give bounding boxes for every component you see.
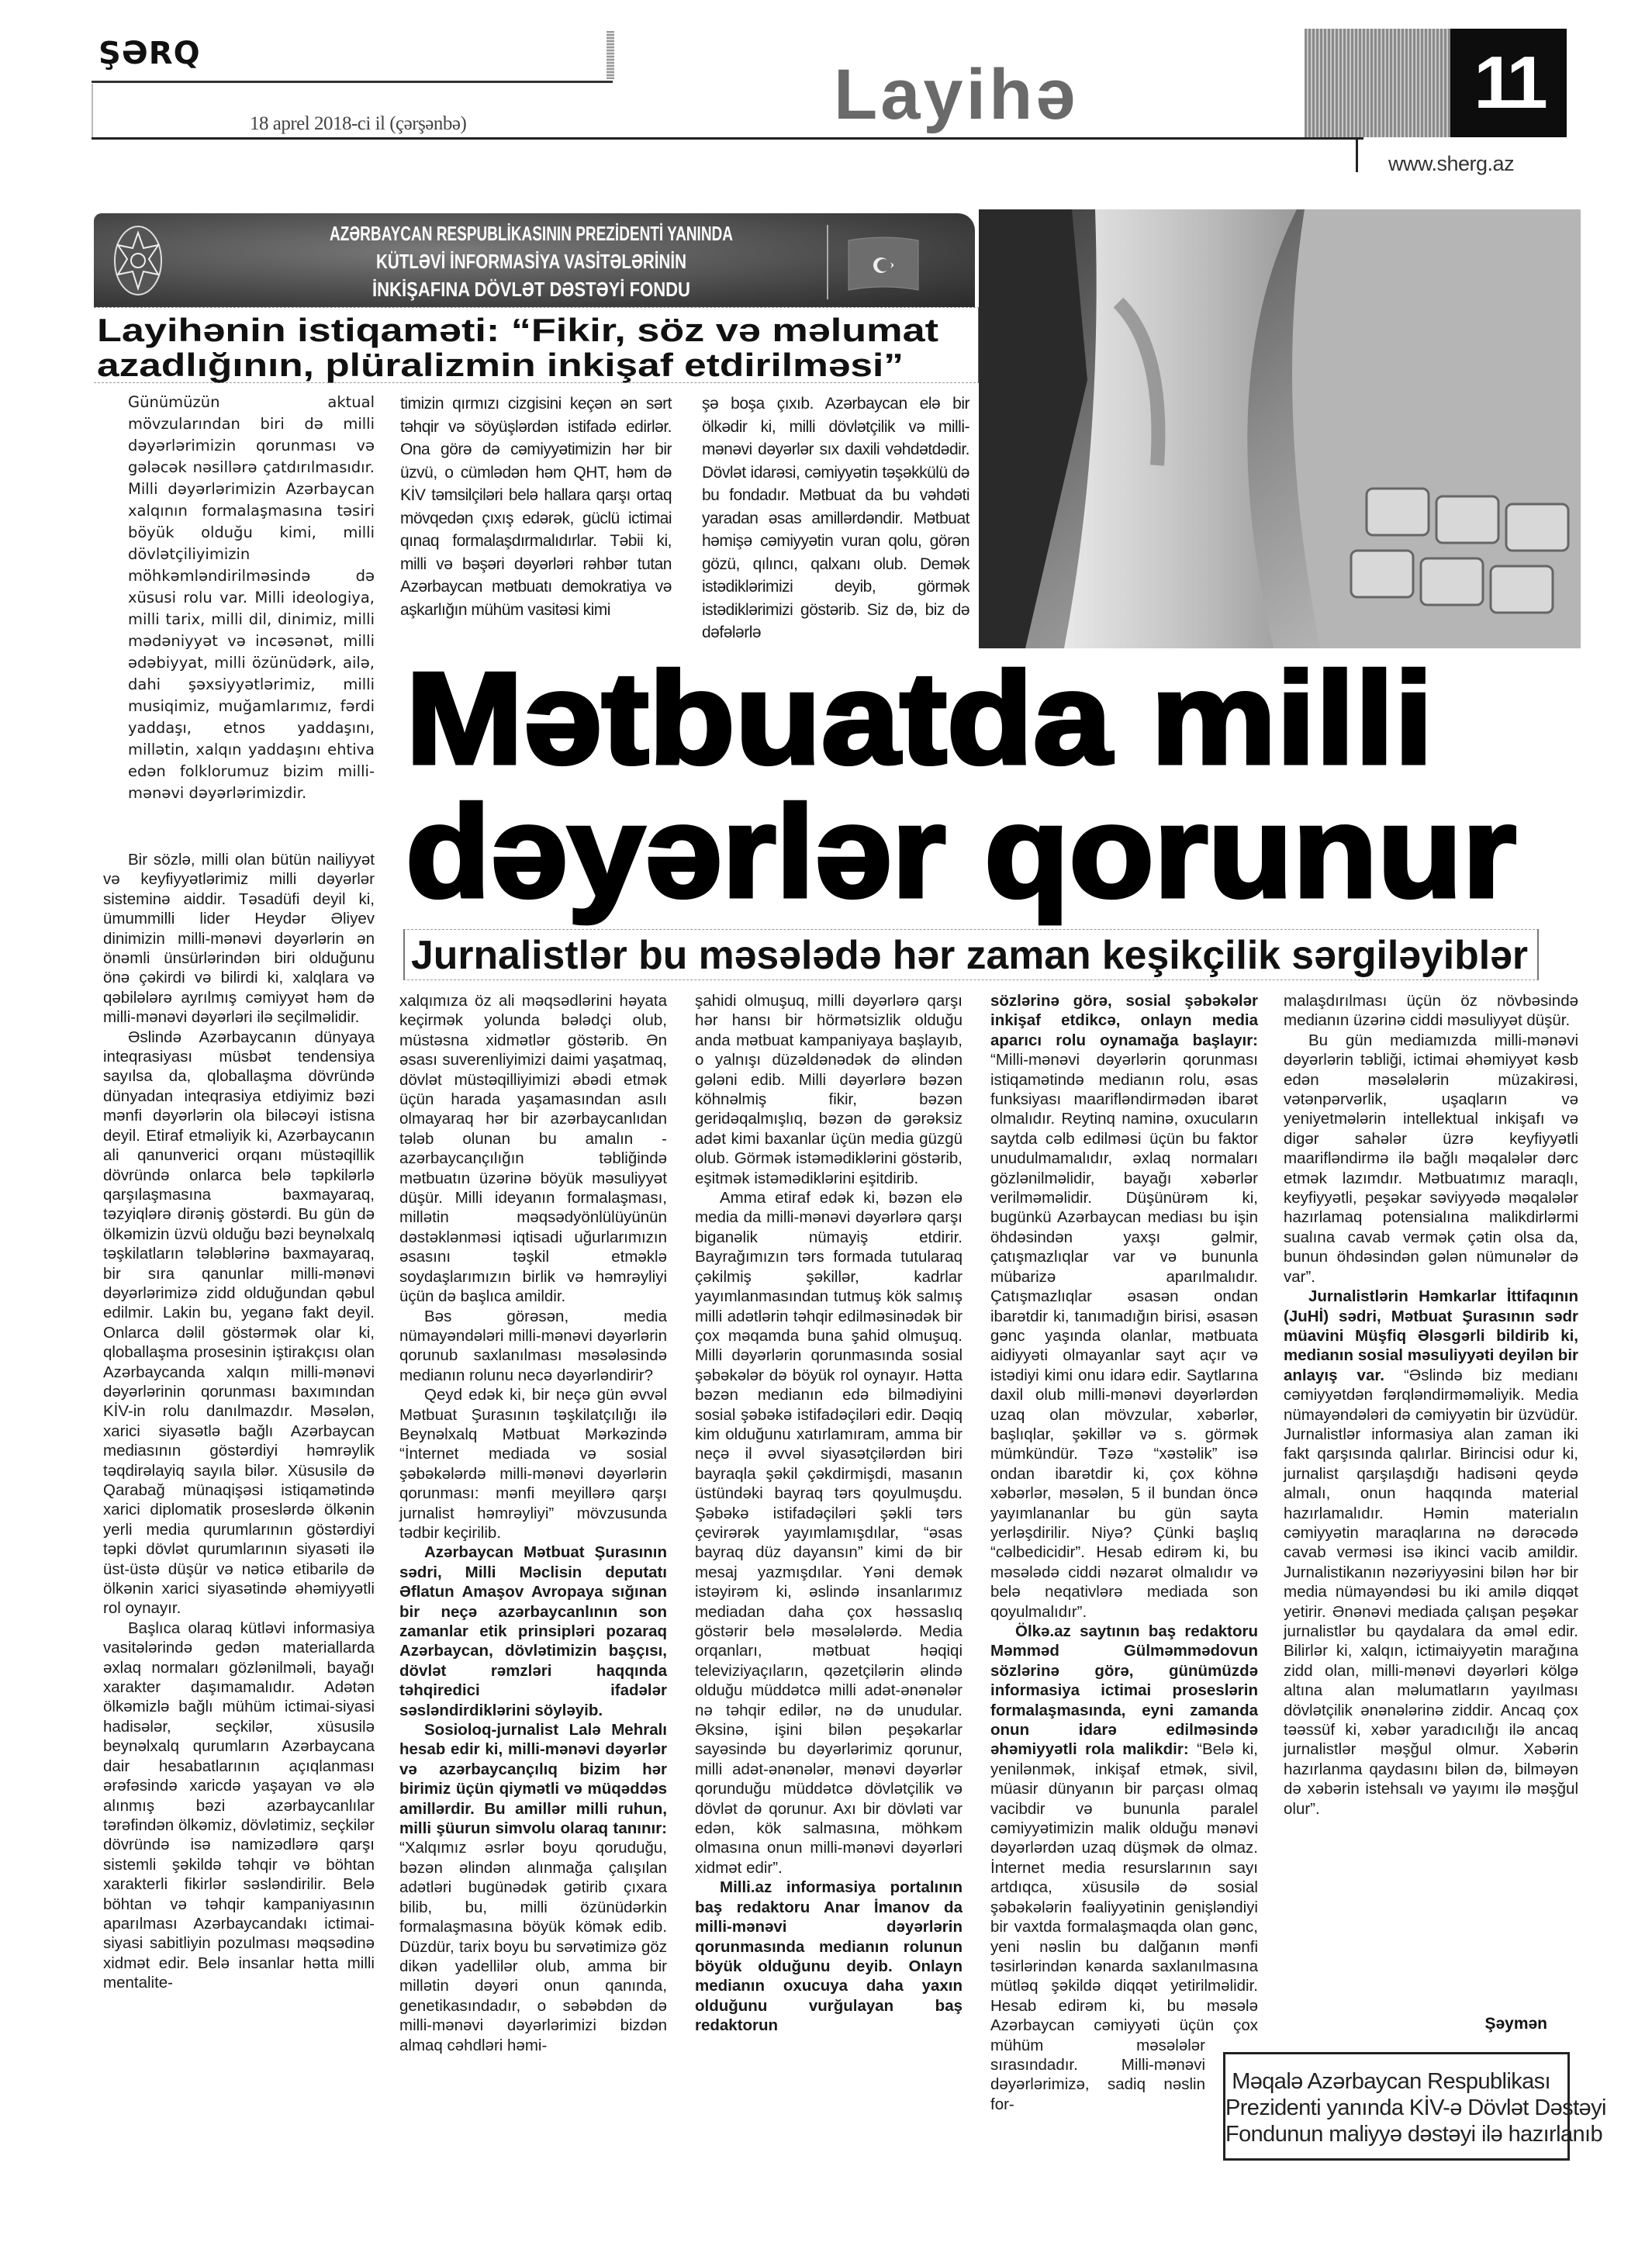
funding-note-box bbox=[1223, 2052, 1606, 2161]
article-paragraph: Əslində Azərbaycanın dünyaya inteqrasiyası müsbət tendensiya sayılsa da, qloballaşma dövründə dünyadan inteqrasiya etdiyimiz bəzi mənfi dəyərlərin ola biləcəyi istisna deyil. Etiraf etməliyik ki, Azərbaycanın ali qanunverici orqanı müstəqillik dövründə onlarca belə təpkilərlə qarşılaşmasına baxmayaraq, təzyiqlərə dirəniş göstərdi. Bu gün də ölkəmizin üzvü olduğu bəzi beynəlxalq təşkilatların tələblərinə baxmayaraq, bir sıra qanunlar milli-mənəvi dəyərlərimizə zidd olduğundan qəbul edilmir. Lakin bu, yeganə fakt deyil. Onlarca dəlil göstərmək olar ki, qloballaşma prosesinin iştirakçısı olan Azərbaycanda xalqın milli-mənəvi dəyərlərinin qorunması baxımından KİV-in rolu danılmazdır. Məsələn, xarici siyasətlə bağlı Azərbaycan mediasının göstərdiyi həmrəylik təqdirəlayiq sayıla bilər. Xüsusilə də Qarabağ münaqişəsi istiqamətində xarici diplomatik proseslərdə ölkənin yerli media qurumlarının göstərdiyi təpki dövlət qurumlarının siyasəti ilə üst-üstə düşür və nəticə etibarilə də ölkənin xarici siyasətində əhəmiyyətli rol oynayır. bbox=[103, 1028, 375, 1618]
newspaper-keyboard-photo bbox=[979, 209, 1581, 648]
article-paragraph: Bir sözlə, milli olan bütün nailiyyət və keyfiyyətlərimiz milli dəyərlər sisteminə aiddir. Təsadüfi deyil ki, ümummilli lider Heydər Əliyev dinimizin milli-mənəvi dəyərlərin ən önəmli ünsürlərindən biri olduğunu önə çəkirdi və bilirdi ki, xalqlara və qəbilələrə ayrılmış cəmiyyət həm də milli-mənəvi dəyərləri ilə seçilməlidir. bbox=[103, 851, 375, 1027]
article-paragraph-bold bbox=[399, 1543, 667, 1720]
bold-lead: Azərbaycan Mətbuat Şurasının sədri, Milli Məclisin deputatı Əflatun Amaşov Avropaya sığınan bir neçə azərbaycanlının son zamanlar etik prinsipləri pozaraq Azərbaycan, dövlətimizin başçısı, dövlət rəmzləri haqqında təhqiredici ifadələr səsləndirdiklərini söyləyib. bbox=[399, 1543, 667, 1719]
banner-line: KÜTLƏVİ İNFORMASİYA VASİTƏLƏRİNİN bbox=[376, 250, 686, 273]
quote-text: “Milli-mənəvi dəyərlərin qorunması istiqamətində medianın rolu, əsas funksiyası maarifləndirmədən ibarət olmalıdır. Reytinq naminə, oxucuların saytda cəlb edilməsi üçün bu faktor unudulmamalıdır, əxlaq normaları gözlənilməlidir, bayağı xəbərlər verilməməlidir. Düşünürəm ki, bugünkü Azərbaycan mediası bu işin öhdəsindən yaxşı gəlmir, çatışmazlıqlar var və bununla mübarizə aparılmalıdır. Çatışmazlıqlar əsasən ondan ibarətdir ki, tanımadığın birisi, əsasən gənc yaşında olanlar, mətbuata aidiyyəti olmayanlar sayt açır və istədiyi kimi onu idarə edir. Saytlarına daxil olub milli-mənəvi dəyərlərdən uzaq olan mövzular, xəbərlər, başlıqlar, şəkillər və s. görmək mümkündür. Təzə “xəstəlik” isə ondan ibarətdir ki, çox köhnə xəbərlər, məsələn, 5 il bundan öncə yayımlananlar bu gün sayta yerləşdirilir. Niyə? Çünki başlıq “cəlbedicidir”. Hesab edirəm ki, bu məsələdə ciddi nəzarət olmalıdır və belə neqativlərə mediada son qoyulmalıdır”. bbox=[990, 1051, 1258, 1621]
newspaper-logo: ŞƏRQ bbox=[98, 36, 201, 71]
subheadline-text: Jurnalistlər bu məsələdə hər zaman keşikçilik sərgiləyiblər bbox=[411, 933, 1528, 978]
header-divider-vertical bbox=[92, 84, 93, 138]
issue-date: 18 aprel 2018-ci il (çərşənbə) bbox=[250, 113, 467, 134]
section-title: Layihə bbox=[834, 55, 1079, 134]
funding-note-line: Fondunun maliyyə dəstəyi ilə hazırlanıb bbox=[1225, 2122, 1602, 2147]
header-decor-bar bbox=[607, 31, 614, 79]
article-column-4 bbox=[990, 991, 1258, 2164]
article-paragraph: Günümüzün aktual mövzularından biri də milli dəyərlərimizin qorunması və gələcək nəsillərə çatdırılmasıdır. Milli dəyərlərimizin Azərbaycan xalqının formalaşmasına təsiri böyük olduğu kimi, milli dövlətçiliyimizin möhkəmləndirilməsində də xüsusi rolu var. Milli ideologiya, milli tarix, milli dil, dinimiz, milli mədəniyyət və incəsənət, milli ədəbiyyat, milli özünüdərk, ailə, dahi şəxsiyyətlərimiz, milli musiqimiz, muğamlarımız, fərdi yaddaşı, etnos yaddaşını, millətin, xalqın yaddaşını ehtiva edən folklorumuz bizim milli-mənəvi dəyərlərimizdir. bbox=[128, 393, 375, 802]
website-link[interactable]: www.sherg.az bbox=[1388, 152, 1515, 175]
bold-lead: sözlərinə görə, sosial şəbəkələr inkişaf etdikcə, onlayn media aparıcı rolu oynamağa başlayır: bbox=[990, 992, 1258, 1049]
banner-divider bbox=[827, 225, 828, 299]
article-paragraph: şə boşa çıxıb. Azərbaycan elə bir ölkədir ki, milli dövlətçilik və milli-mənəvi dəyərlər sıx daxili vəhdətdədir. Dövlət idarəsi, cəmiyyətin təşəkkülü də bu fondadır. Mətbuat da bu vəhdəti yaradan əsas amillərdəndir. Mətbuat həmişə cəmiyyətin vuran qolu, görən gözü, qılıncı, qalxanı olub. Demək istədiklərimizi deyib, görmək istədiklərimizi göstərib. Siz də, biz də dəfələrlə bbox=[702, 395, 969, 641]
article-paragraph-bold bbox=[695, 1878, 963, 2035]
article-paragraph: malaşdırılması üçün öz növbəsində medianın üzərinə ciddi məsuliyyət düşür. bbox=[1284, 992, 1578, 1030]
article-paragraph bbox=[1284, 1287, 1578, 1819]
quote-text: “Əslində biz medianı cəmiyyətdən fərqləndirməməliyik. Media nümayəndələri də cəmiyyətin bir üzvüdür. Jurnalistlər informasiya alan zaman iki fakt qarşısında qalırlar. Birincisi odur ki, jurnalist qarşılaşdığı hadisəni qeydə almalı, onun haqqında material hazırlamalıdır. Həmin materialın cəmiyyətin maraqlarına nə dərəcədə cavab verməsi isə ikinci vacib amildir. Jurnalistikanın nəzəriyyəsini bilən hər bir media nümayəndəsi bu iki amilə diqqət yetirir. Ənənəvi mediada çalışan peşəkar jurnalistlər bu qaydalara da əməl edir. Bilirlər ki, xalqın, ictimaiyyətin marağına zidd olan, milli-mənəvi dəyərləri kölgə altına alan məlumatların yayılması dövlətçilik ənənələrinə ziddir. Ancaq çox təəssüf ki, xəbər yaradıcılığı ilə ancaq jurnalistlər məşğul olmur. Xəbərin hazırlanma qaydasını bilən də, bilməyən də xəbərin istehsalı və yayımı ilə məşğul olur”. bbox=[1284, 1366, 1578, 1818]
header-decor-hatch bbox=[1305, 29, 1450, 137]
funding-note-line: Prezidenti yanında KİV-ə Dövlət Dəstəyi bbox=[1225, 2095, 1606, 2120]
project-direction-line: Layihənin istiqaməti: “Fikir, söz və məlumat bbox=[97, 312, 939, 348]
funding-note-line: Məqalə Azərbaycan Respublikası bbox=[1232, 2069, 1550, 2094]
article-column-top-1 bbox=[128, 392, 375, 804]
flag-icon bbox=[845, 234, 921, 296]
article-column-top-3 bbox=[702, 392, 969, 644]
header-divider bbox=[92, 81, 613, 83]
bold-lead: Jurnalistlərin Həmkarlar İttifaqının (JuHİ) sədri, Mətbuat Şurasının sədr müavini Müşfiq Ələsgərli bildirib ki, medianın sosial məsuliyyəti deyilən bir anlayış var. bbox=[1284, 1287, 1578, 1384]
article-subheadline bbox=[403, 929, 1539, 980]
article-column-top-2 bbox=[400, 392, 672, 621]
article-column-2 bbox=[399, 991, 667, 2055]
author-signature: Şəymən bbox=[1484, 2015, 1547, 2033]
project-direction-box bbox=[94, 307, 980, 383]
article-column-5 bbox=[1284, 991, 1578, 1819]
article-paragraph: xalqımıza öz ali məqsədlərini həyata keçirmək yolunda bələdçi olub, müstəsna xidmətlər göstərib. Ən əsası suverenliyimizi daimi yaşatmaq, dövlət müstəqilliyimizi əbədi etmək üçün harada yaşamasından asılı olmayaraq hər bir azərbaycanlıdan tələb olunan bu amalın - azərbaycançılığın təbliğində mətbuatın üzərinə böyük məsuliyyət düşür. Milli ideyanın formalaşması, millətin məqsədyönlülüyünün dəstəklənməsi iqtisadi uğurlarımızın əsasını təşkil etməklə soydaşlarımızın birlik və həmrəyliyi üçün də başlıca amildir. bbox=[399, 992, 667, 1306]
article-headline bbox=[399, 645, 1532, 927]
page-number: 11 bbox=[1450, 29, 1567, 137]
bold-lead: Ölkə.az saytının baş redaktoru Məmməd Gülməmmədovun sözlərinə görə, günümüzdə informasiya ictimai proseslərin formalaşmasında, eyni zamanda onun idarə edilməsində əhəmiyyətli rola malikdir: bbox=[990, 1622, 1258, 1759]
fund-banner-title bbox=[279, 219, 783, 304]
banner-line: AZƏRBAYCAN RESPUBLİKASININ PREZİDENTİ YANINDA bbox=[330, 222, 734, 245]
header-divider-vertical bbox=[1356, 137, 1358, 172]
article-paragraph bbox=[990, 1622, 1258, 2114]
article-paragraph: Amma etiraf edək ki, bəzən elə media da milli-mənəvi dəyərlərə qarşı biganəlik nümayiş etdirir. Bayrağımızın tərs formada tutularaq çəkilmiş şəkillər, kadrlar yayımlanmasından tutmuş kök salmış milli adətlərin təhqir edilməsinədək bir çox məqamda buna şahid olmuşuq. Milli dəyərlərin qorunmasında sosial şəbəkələr də böyük rol oynayır. Hətta bəzən medianın edə bilmədiyini sosial şəbəkə istifadəçiləri edir. Dəqiq kim olduğunu xatırlamıram, amma bir neçə il əvvəl siyasətçilərdən biri bayraqla şəkil çəkdirmişdi, masanın üstündəki bayraq tərs qoyulmuşdu. Şəbəkə istifadəçiləri şəkli tərs çevirərək yayımlamışdılar, “əsas bayraq düz dayansın” kimi də bir mesaj yazmışdılar. Yəni demək istəyirəm ki, əslində insanlarımız mediadan daha çox həssaslıq göstərir belə məsələlərdə. Media orqanları, mətbuat həqiqi televiziyaçıların, qəzetçilərin əlində olduğu müddətcə milli adət-ənənələr nə təhqir edilər, nə də unudular. Əksinə, işini bilən peşəkarlar sayəsində bu dəyərlərimiz qorunur, milli adət-ənənələr, mənəvi dəyərlər qorunduğu müddətcə dövlətçilik və dövlət də qorunur. Axı bir dövləti var edən, kök salmasına, möhkəm olmasına onun milli-mənəvi dəyərləri xidmət edir”. bbox=[695, 1189, 963, 1877]
quote-text: “Belə ki, yenilənmək, inkişaf etmək, sivil, müasir dünyanın bir parçası olmaq vacibdir və bununla paralel cəmiyyətimizin malik olduğu mənəvi dəyərlərdən uzaq düşmək də olmaz. İnternet media resurslarının sayı artdıqca, xüsusilə də sosial şəbəkələrin fəaliyyətinin genişləndiyi bir vaxtda formalaşmaqda olan gənc, yeni nəslin bu dalğanın mənfi təsirlərindən kənarda saxlanılmasına mütləq şəkildə diqqət yetirilməlidir. Hesab edirəm ki, bu məsələ Azərbaycan cəmiyyəti üçün çox mühüm məsələlər sırasındadır. Milli-mənəvi dəyərlərimizə, sadiq nəslin for- bbox=[990, 1740, 1258, 2113]
article-paragraph: şahidi olmuşuq, milli dəyərlərə qarşı hər hansı bir hörmətsizlik olduğu anda mətbuat kampaniyaya başlayıb, o yalnışı düzəldənədək də əlindən gələni edib. Milli dəyərlərə bəzən köhnəlmiş fikir, bəzən geridəqalmışlıq, bəzən də gərəksiz adət kimi baxanlar üçün media güzgü olub. Görmək istəmədiklərini göstərib, eşitmək istəmədiklərini eşitdirib. bbox=[695, 992, 963, 1187]
article-column-3 bbox=[695, 991, 963, 2036]
bold-lead: Milli.az informasiya portalının baş redaktoru Anar İmanov da milli-mənəvi dəyərlərin qorunmasında medianın rolunun böyük olduğunu deyib. Onlayn medianın oxucuya daha yaxın olduğunu vurğulayan baş redaktorun bbox=[695, 1878, 963, 2035]
quote-text: “Xalqımız əsrlər boyu qoruduğu, bəzən əlindən alınmağa çalışılan adətləri bugünədək gətirib çıxara bilib, bu, milli özünüdərkin formalaşmasına böyük kömək edib. Düzdür, tarix boyu bu sərvətimizə göz dikən yadellilər olub, amma bir millətin dəyəri onun qanında, genetikasındadır, o səbəbdən də milli-mənəvi dəyərlərimizi bizdən almaq cəhdləri həmi- bbox=[399, 1839, 667, 2054]
article-paragraph: Bu gün mediamızda milli-mənəvi dəyərlərin təbliği, ictimai əhəmiyyət kəsb edən məsələlərin müzakirəsi, vətənpərvərlik, uşaqların və yeniyetmələrin intellektual inkişafı və digər sahələr üzrə keyfiyyətli maarifləndirmə ilə bağlı məqalələr dərc etmək lazımdır. Mətbuatımız maraqlı, keyfiyyətli, peşəkar səviyyədə məqalələr hazırlamaq potensialına malikdirlərmi sualına cavab vermək çətin olsa da, bunun öhdəsindən gələn nümunələr də var”. bbox=[1284, 1031, 1578, 1286]
headline-line: dəyərlər qorunur bbox=[406, 779, 1517, 924]
header-divider bbox=[92, 137, 1363, 140]
article-paragraph: Başlıca olaraq kütləvi informasiya vasitələrində gedən materiallarda əxlaq normaları gözlənilməli, bayağı xarakter daşımamalıdır. Adətən ölkəmizlə bağlı mühüm ictimai-siyasi hadisələr, seçkilər, xüsusilə beynəlxalq qurumların Azərbaycana dair hesabatlarının açıqlanması ərəfəsində xaricdə yaşayan və ələ alınmış bəzi azərbaycanlılar tərəfindən ölkəmiz, dövlətimiz, seçkilər dövründə isə namizədlərə qarşı sistemli şəkildə təhqir və böhtan xarakterli fikirlər səsləndirilir. Belə böhtan və təhqir kampaniyasının aparılması Azərbaycandakı ictimai-siyasi sabitliyin pozulması məqsədinə xidmət edir. Belə insanlar hətta milli mentalite- bbox=[103, 1619, 375, 1992]
article-paragraph: timizin qırmızı cizgisini keçən ən sərt təhqir və söyüşlərdən istifadə edirlər. Ona görə də cəmiyyətimizin hər bir üzvü, o cümlədən həm QHT, həm də KİV təmsilçiləri belə hallara qarşı ortaq mövqedən çıxış edərək, güclü ictimai qınaq formalaşdırmalıdırlar. Təbii ki, milli və bəşəri dəyərləri rəhbər tutan Azərbaycan mətbuatı demokratiya və aşkarlığın mühüm vasitəsi kimi bbox=[400, 395, 672, 619]
bold-lead: Sosioloq-jurnalist Lalə Mehralı hesab edir ki, milli-mənəvi dəyərlər və azərbaycançılıq bizim hər birimiz üçün qiymətli və müqəddəs amillərdir. Bu amillər milli ruhun, milli şüurun simvolu olaraq tanınır: bbox=[399, 1721, 667, 1838]
article-paragraph: Qeyd edək ki, bir neçə gün əvvəl Mətbuat Şurasının təşkilatçılığı ilə Beynəlxalq Mətbuat Mərkəzində “İnternet mediada və sosial şəbəkələrdə milli-mənəvi dəyərlərin qorunması: mənfi meyillərə qarşı jurnalist həmrəyliyi” mövzusunda tədbir keçirilib. bbox=[399, 1386, 667, 1542]
article-column-1 bbox=[103, 850, 375, 1993]
state-emblem-icon bbox=[113, 225, 163, 296]
article-paragraph bbox=[399, 1720, 667, 2055]
project-direction-line: azadlığının, plüralizmin inkişaf etdirilməsi” bbox=[97, 347, 904, 383]
banner-line: İNKİŞAFINA DÖVLƏT DƏSTƏYİ FONDU bbox=[372, 278, 690, 301]
article-paragraph: Bəs görəsən, media nümayəndələri milli-mənəvi dəyərlərin qorunub saxlanılması məsələsində medianın rolunu necə dəyərləndirir? bbox=[399, 1307, 667, 1384]
article-paragraph bbox=[990, 991, 1258, 1622]
headline-line: Mətbuatda milli bbox=[406, 645, 1433, 791]
